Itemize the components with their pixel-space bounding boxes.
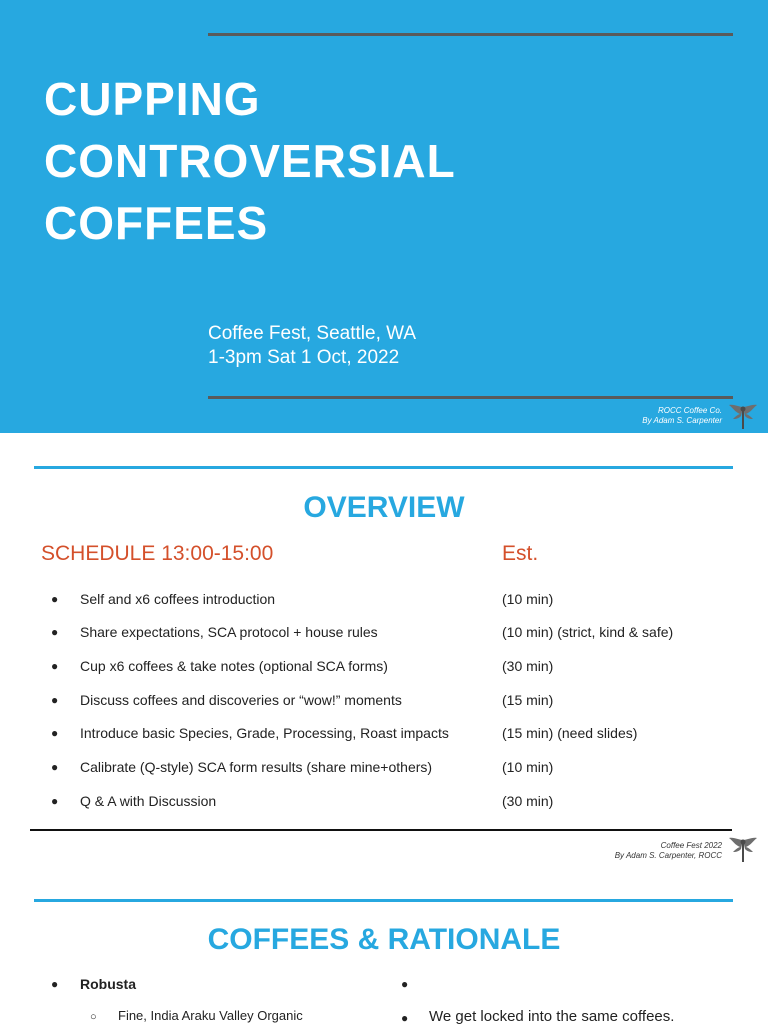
bullet-icon: ●	[51, 794, 59, 808]
schedule-item	[0, 689, 768, 711]
schedule-duration: (10 min) (strict, kind & safe)	[502, 624, 674, 640]
overview-heading: OVERVIEW	[303, 491, 465, 524]
species-robusta-label: Robusta	[80, 976, 136, 992]
rationale-item: We get locked into the same coffees.	[429, 1008, 675, 1025]
schedule-label: SCHEDULE 13:00-15:00	[41, 542, 274, 565]
title-line-1: CUPPING	[44, 73, 261, 125]
bullet-icon: ●	[51, 625, 59, 639]
bullet-icon: ●	[51, 977, 59, 991]
coffee-item: Fine, India Araku Valley Organic	[118, 1008, 303, 1023]
credit-author: By Adam S. Carpenter, ROCC	[614, 851, 722, 860]
bullet-icon: ●	[51, 592, 59, 606]
schedule-task: Introduce basic Species, Grade, Processing, Roast impacts	[80, 725, 449, 741]
schedule-item	[0, 588, 768, 610]
overview-slide-credit	[615, 841, 722, 861]
title-top-rule	[208, 33, 733, 36]
credit-event: Coffee Fest 2022	[660, 841, 722, 850]
schedule-duration: (10 min)	[502, 759, 554, 775]
angel-wings-icon	[728, 834, 758, 864]
event-location: Coffee Fest, Seattle, WA	[208, 323, 417, 344]
bullet-icon: ●	[51, 760, 59, 774]
schedule-item	[0, 790, 768, 812]
sub-bullet-icon: ○	[90, 1011, 97, 1023]
schedule-duration: (10 min)	[502, 591, 554, 607]
schedule-task: Discuss coffees and discoveries or “wow!” moments	[80, 692, 402, 708]
bullet-icon: ●	[51, 659, 59, 673]
schedule-duration: (15 min) (need slides)	[502, 725, 638, 741]
schedule-duration: (30 min)	[502, 658, 554, 674]
slide-title	[44, 68, 644, 254]
title-bottom-rule	[208, 396, 733, 399]
schedule-item	[0, 621, 768, 643]
schedule-duration: (15 min)	[502, 692, 554, 708]
angel-wings-icon	[728, 401, 758, 431]
schedule-item	[0, 756, 768, 778]
overview-top-rule	[34, 466, 733, 469]
schedule-task: Q & A with Discussion	[80, 793, 217, 809]
schedule-task: Share expectations, SCA protocol + house rules	[80, 624, 378, 640]
schedule-item	[0, 722, 768, 744]
estimate-label: Est.	[502, 542, 539, 565]
schedule-task: Calibrate (Q-style) SCA form results (share mine+others)	[80, 759, 433, 775]
slide-subtitle	[208, 322, 416, 370]
overview-bottom-rule	[30, 829, 732, 831]
schedule-item	[0, 655, 768, 677]
event-time: 1-3pm Sat 1 Oct, 2022	[208, 347, 400, 368]
schedule-task: Self and x6 coffees introduction	[80, 591, 276, 607]
bullet-icon: ●	[401, 1011, 409, 1025]
bullet-icon: ●	[51, 693, 59, 707]
bullet-icon: ●	[401, 977, 409, 991]
credit-company: ROCC Coffee Co.	[657, 406, 722, 415]
bullet-icon: ●	[51, 726, 59, 740]
title-line-3: COFFEES	[44, 197, 269, 249]
credit-author: By Adam S. Carpenter	[642, 416, 722, 425]
schedule-duration: (30 min)	[502, 793, 554, 809]
title-slide-credit	[642, 406, 722, 426]
coffees-top-rule	[34, 899, 733, 902]
coffees-heading: COFFEES & RATIONALE	[207, 923, 561, 956]
schedule-task: Cup x6 coffees & take notes (optional SCA forms)	[80, 658, 388, 674]
title-line-2: CONTROVERSIAL	[44, 135, 456, 187]
